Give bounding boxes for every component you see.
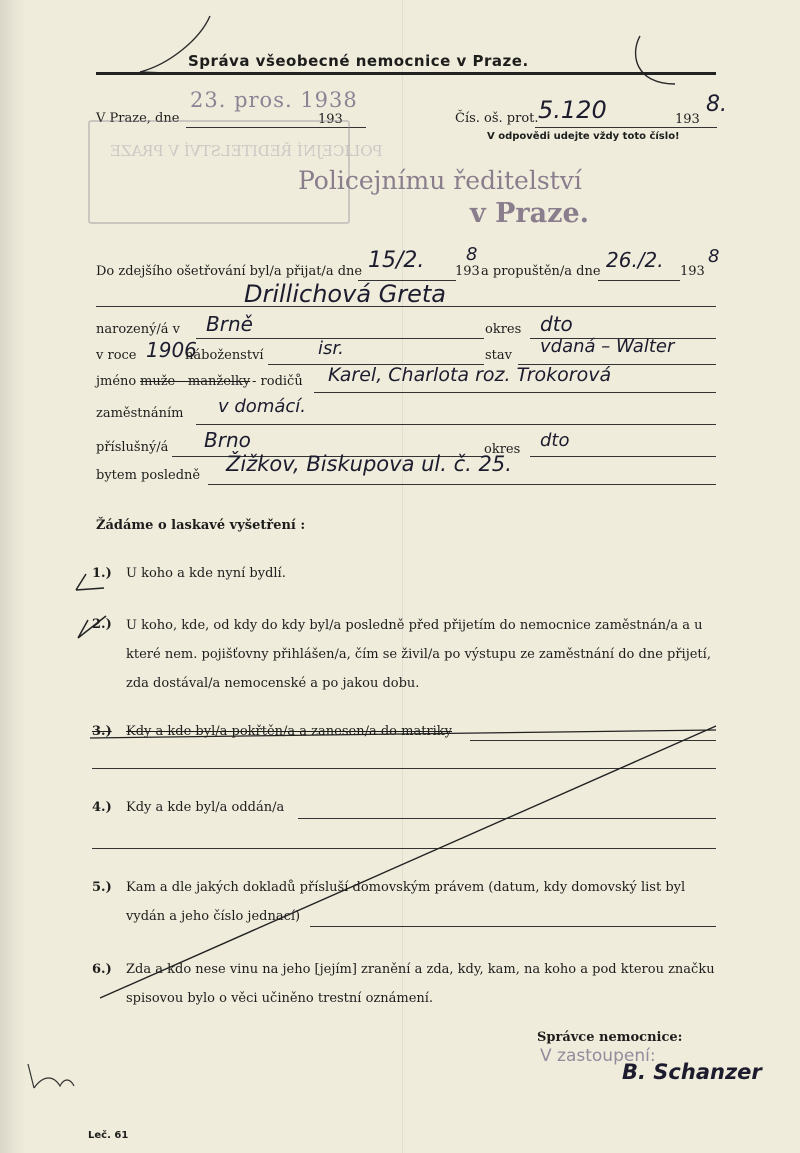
name-label: jméno [96, 374, 137, 389]
admitted-year: 8 [466, 244, 478, 265]
torn-edge [0, 0, 26, 1153]
ref-year-printed: 193 [675, 112, 700, 127]
released-year: 8 [708, 246, 720, 267]
ref-label: Čís. oš. prot. [455, 111, 539, 126]
occupation-line [196, 424, 716, 425]
residence-line [208, 484, 716, 485]
hospital-title: Správa všeobecné nemocnice v Praze. [188, 52, 529, 70]
residence-label: bytem posledně [96, 468, 201, 483]
ref-line [535, 127, 717, 128]
question-3-number: 3.) [92, 724, 112, 739]
admitted-date: 15/2. [368, 248, 425, 273]
place-date-label: V Praze, dne [96, 111, 180, 126]
question-5-number: 5.) [92, 880, 112, 895]
parents-label: - rodičů [252, 374, 303, 389]
district-label: okres [485, 322, 522, 337]
religion-label: náboženství [185, 348, 264, 363]
question-2-number: 2.) [92, 617, 112, 632]
released-date: 26./2. [606, 248, 664, 272]
occupation-value: v domácí. [218, 396, 306, 417]
residence-value: Žižkov, Biskupova ul. č. 25. [226, 452, 512, 476]
ref-year-hand: 8. [706, 92, 727, 117]
religion-value: isr. [318, 338, 344, 359]
born-label: narozený/á v [96, 322, 181, 337]
released-year-label: 193 [680, 264, 705, 279]
district-value: dto [540, 312, 573, 336]
header-rule [96, 72, 716, 75]
question-2-text: U koho, kde, od kdy do kdy byl/a posledně před přijetím do nemocnice zaměstnán/a a u které nem. pojišťovny přihlášen/a, čím se živil/a po výstupu ze zaměstnání do dne přijetí, zda dostával/a nemocenské a po jakou dobu. [126, 618, 711, 691]
district2-line [530, 456, 716, 457]
question-5-text: Kam a dle jakých dokladů přísluší domovským právem (datum, kdy domovský list byl vydán a jeho číslo jednací) [126, 880, 686, 924]
question-3-text: Kdy a kde byl/a pokřtěn/a a zanesen/a do matriky [126, 724, 453, 739]
deputy-stamp: V zastoupení: [540, 1046, 656, 1066]
question-1-text: U koho a kde nyní bydlí. [126, 566, 286, 581]
district2-value: dto [540, 430, 570, 451]
margin-scribble [24, 1058, 84, 1098]
domicile-value: Brno [204, 428, 251, 452]
signature: B. Schanzer [622, 1060, 762, 1084]
status-label: stav [485, 348, 512, 363]
date-received-stamp: 23. pros. 1938 [190, 88, 358, 112]
addressee-line1: Policejnímu ředitelství [298, 166, 582, 195]
question-4-text: Kdy a kde byl/a oddán/a [126, 800, 285, 815]
released-label: a propuštěn/a dne [481, 264, 601, 279]
patient-name: Drillichová Greta [244, 280, 446, 308]
parents-value: Karel, Charlota roz. Trokorová [328, 364, 612, 386]
question-6-text: Zda a kdo nese vinu na jeho [jejím] zranění a zda, kdy, kam, na koho a pod kterou značku spisovou bylo o věci učiněno trestní oznámení. [126, 962, 715, 1006]
name-struck: muže - manželky [140, 374, 251, 389]
request-heading: Žádáme o laskavé vyšetření : [96, 518, 306, 533]
signature-label: Správce nemocnice: [537, 1030, 683, 1045]
diagonal-strike [80, 700, 740, 1010]
domicile-label: příslušný/á [96, 440, 169, 455]
status-value: vdaná – Walter [540, 336, 675, 357]
admitted-year-label: 193 [455, 264, 480, 279]
reply-note: V odpovědi udejte vždy toto číslo! [487, 131, 680, 142]
question-4-number: 4.) [92, 800, 112, 815]
district2-label: okres [484, 442, 521, 457]
form-code: Leč. 61 [88, 1130, 129, 1141]
patient-name-line [96, 306, 716, 307]
question-6-number: 6.) [92, 962, 112, 977]
addressee-line2: v Praze. [470, 198, 590, 229]
question-1-number: 1.) [92, 566, 112, 581]
born-value: Brně [206, 312, 253, 336]
year-label: v roce [96, 348, 137, 363]
year-value: 1906 [146, 338, 197, 362]
occupation-label: zaměstnáním [96, 406, 184, 421]
released-line [598, 280, 680, 281]
faint-stamp-text: POLICEJNÍ ŘEDITELSTVÍ V PRAZE [110, 142, 383, 160]
parents-line [314, 392, 716, 393]
admitted-label: Do zdejšího ošetřování byl/a přijat/a dne [96, 264, 363, 279]
year-printed: 193 [318, 112, 343, 127]
ref-number: 5.120 [538, 96, 607, 124]
